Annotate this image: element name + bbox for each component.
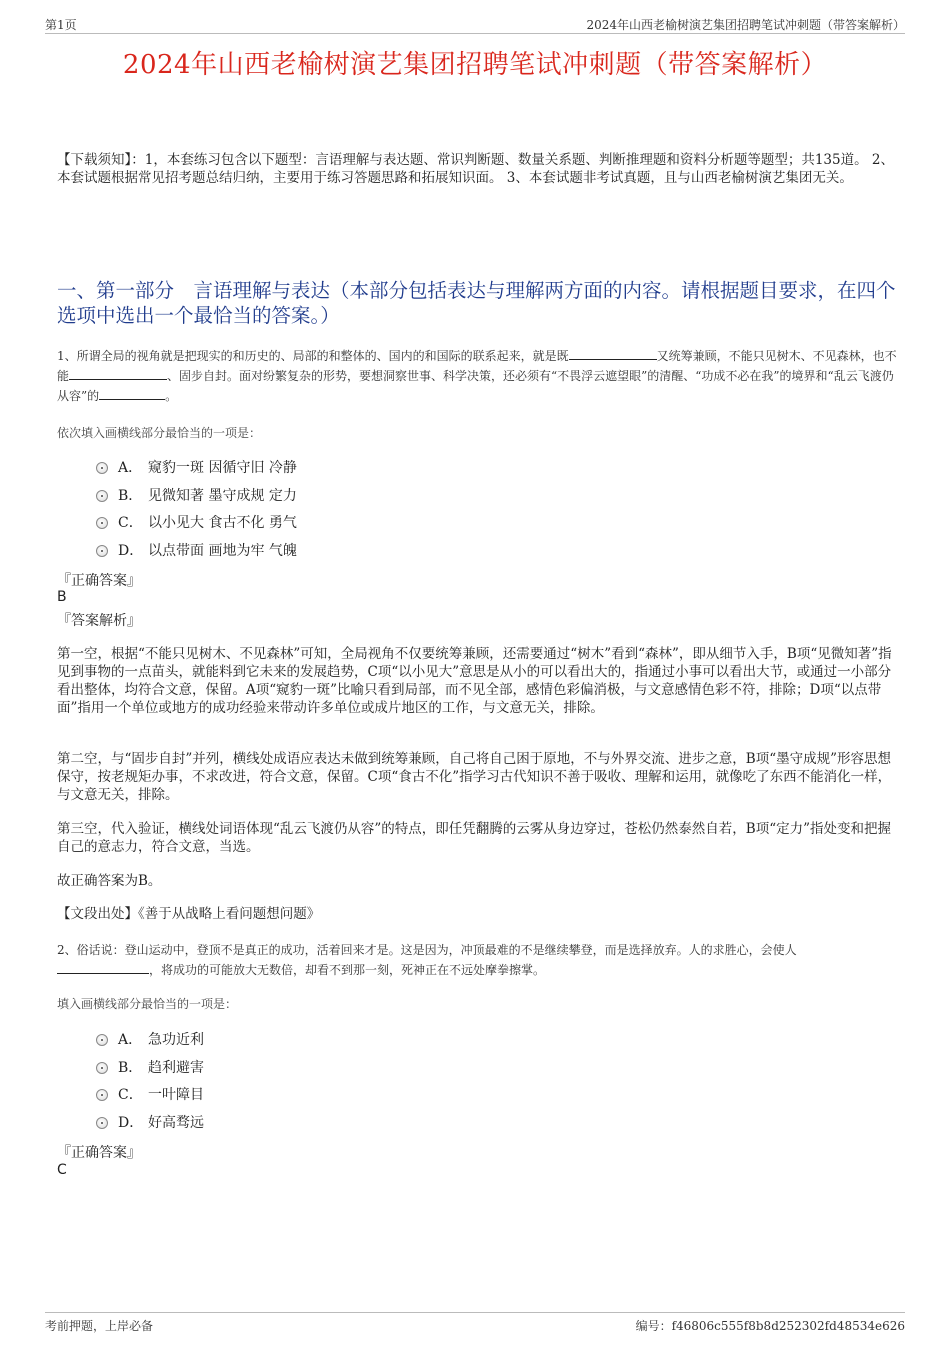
download-notice: 【下载须知】：1，本套练习包含以下题型：言语理解与表达题、常识判断题、数量关系题、判断推理题和资料分析题等题型；共135道。 2、本套试题根据常见招考题总结归纳，主要用于练习答题思路和拓展知识面。 3、本套试题非考试真题，且与山西老榆树演艺集团无关。: [57, 152, 894, 186]
q2-stem-part-a: 2、俗话说：登山运动中，登顶不是真正的成功，活着回来才是。这是因为，冲顶最难的不是继续攀登，而是选择放弃。人的求胜心，会使人: [57, 943, 797, 957]
q2-instruction: 填入画横线部分最恰当的一项是：: [57, 997, 238, 1011]
option-letter: B．: [118, 1059, 143, 1076]
radio-button-icon[interactable]: [96, 545, 108, 557]
option-text: 以小见大 食古不化 勇气: [148, 515, 297, 531]
q1-stem-part-b: 又统筹兼顾，不能只见树木、不见森林，也不能: [57, 349, 897, 383]
option-letter: C．: [118, 515, 143, 531]
option-letter: D．: [118, 542, 144, 559]
question-2-stem: [57, 940, 897, 980]
question-1-stem: [57, 346, 897, 406]
page-footer: [45, 1312, 905, 1334]
option-letter: B．: [118, 487, 143, 504]
option-letter: A．: [118, 460, 143, 476]
radio-button-icon[interactable]: [96, 1089, 108, 1101]
footer-serial: 编号：f46806c555f8b8d252302fd48534e626: [635, 1319, 905, 1333]
radio-button-icon[interactable]: [96, 462, 108, 474]
fill-blank-1: [569, 348, 657, 360]
fill-blank-2: [69, 368, 167, 380]
fill-blank-4: [57, 962, 149, 974]
radio-button-icon[interactable]: [96, 1034, 108, 1046]
q1-analysis-label: 『答案解析』: [57, 613, 141, 629]
option-text: 窥豹一斑 因循守旧 冷静: [148, 460, 297, 476]
q1-source: 【文段出处】《善于从战略上看问题想问题》: [57, 906, 321, 922]
option-text: 急功近利: [148, 1032, 204, 1048]
option-text: 一叶障目: [148, 1087, 204, 1103]
page-header: [45, 14, 905, 34]
radio-button-icon[interactable]: [96, 1062, 108, 1074]
q2-answer-value: C: [57, 1162, 67, 1178]
q2-stem-part-b: ，将成功的可能放大无数倍，却看不到那一刻，死神正在不远处摩拳擦掌。: [149, 963, 546, 977]
q1-analysis-conclusion: 故正确答案为B。: [57, 873, 162, 889]
option-letter: D．: [118, 1114, 144, 1131]
q1-stem-part-d: 。: [165, 389, 178, 403]
header-doc-name: 2024年山西老榆树演艺集团招聘笔试冲刺题（带答案解析）: [586, 18, 905, 32]
q1-analysis-paragraph-1: 第一空，根据“不能只见树木、不见森林”可知，全局视角不仅要统筹兼顾，还需要通过“树木”看到“森林”，即从细节入手，B项“见微知著”指见到事物的一点苗头，就能料到它未来的发展趋势，C项“以小见大”意思是从小的可以看出大的，指通过小事可以看出大节，或通过一小部分看出整体，均符合文意，保留。A项“窥豹一斑”比喻只看到局部，而不见全部，感情色彩偏消极，与文意感情色彩不符，排除；D项“以点带面”指用一个单位或地方的成功经验来带动许多单位或成片地区的工作，与文意无关，排除。: [57, 646, 892, 716]
q1-instruction: 依次填入画横线部分最恰当的一项是：: [57, 426, 262, 440]
option-text: 好高骛远: [148, 1114, 204, 1131]
footer-slogan: 考前押题，上岸必备: [45, 1319, 154, 1333]
section-heading: 一、第一部分 言语理解与表达（本部分包括表达与理解两方面的内容。请根据题目要求，在四个选项中选出一个最恰当的答案。）: [57, 279, 896, 327]
q2-answer-label: 『正确答案』: [57, 1145, 141, 1161]
option-text: 以点带面 画地为牢 气魄: [148, 542, 297, 559]
option-letter: A．: [118, 1032, 143, 1048]
fill-blank-3: [99, 388, 165, 400]
q1-stem-part-a: 1、所谓全局的视角就是把现实的和历史的、局部的和整体的、国内的和国际的联系起来，就是既: [57, 349, 569, 363]
document-title: 2024年山西老榆树演艺集团招聘笔试冲刺题（带答案解析）: [122, 50, 828, 80]
q1-stem-part-c: 、固步自封。面对纷繁复杂的形势，要想洞察世事、科学决策，还必须有“不畏浮云遮望眼”的清醒、“功成不必在我”的境界和“乱云飞渡仍从容”的: [57, 369, 894, 403]
q1-analysis-paragraph-3: 第三空，代入验证，横线处词语体现“乱云飞渡仍从容”的特点，即任凭翻腾的云雾从身边穿过，苍松仍然泰然自若，B项“定力”指处变和把握自己的意志力，符合文意，当选。: [57, 821, 892, 855]
radio-button-icon[interactable]: [96, 1117, 108, 1129]
page-number: 第1页: [45, 18, 77, 32]
option-letter: C．: [118, 1087, 143, 1103]
radio-button-icon[interactable]: [96, 517, 108, 529]
q1-analysis-paragraph-2: 第二空，与“固步自封”并列，横线处成语应表达未做到统筹兼顾，自己将自己困于原地，不与外界交流、进步之意，B项“墨守成规”形容思想保守，按老规矩办事，不求改进，符合文意，保留。C项“食古不化”指学习古代知识不善于吸收、理解和运用，就像吃了东西不能消化一样，与文意无关，排除。: [57, 751, 892, 803]
option-text: 趋利避害: [148, 1059, 204, 1076]
q1-answer-label: 『正确答案』: [57, 573, 141, 589]
radio-button-icon[interactable]: [96, 490, 108, 502]
q1-answer-value: B: [57, 589, 67, 605]
option-text: 见微知著 墨守成规 定力: [148, 487, 297, 504]
